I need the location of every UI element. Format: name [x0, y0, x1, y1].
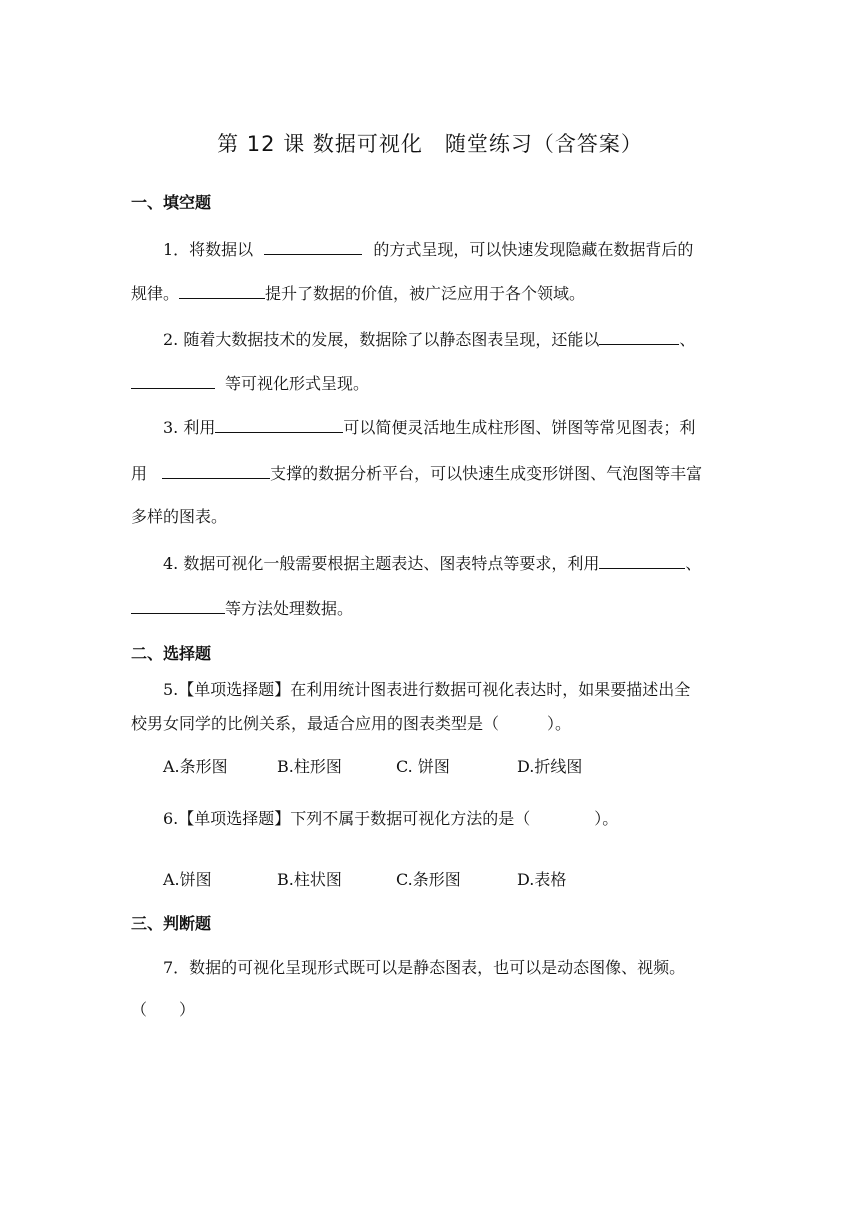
q6-option-d: D.表格	[517, 870, 567, 889]
q2-text-c: 等可视化形式呈现。	[225, 374, 370, 393]
q1-text-c: 规律。	[131, 284, 180, 303]
q3-line1	[163, 416, 695, 438]
q4-blank-1	[599, 552, 685, 569]
q1-text-a: 1．将数据以	[163, 240, 254, 259]
q2-text-b: 、	[679, 330, 696, 349]
q4-text-a: 4. 数据可视化一般需要根据主题表达、图表特点等要求，利用	[163, 554, 600, 573]
q4-blank-2	[131, 597, 225, 614]
page-title: 第 12 课 数据可视化 随堂练习（含答案）	[217, 132, 643, 156]
q4-text-b: 、	[685, 554, 702, 573]
q3-text-c: 用	[131, 464, 148, 483]
q3-blank-2	[162, 462, 270, 479]
q2-text-a: 2. 随着大数据技术的发展，数据除了以静态图表呈现，还能以	[163, 330, 600, 349]
q5-option-d: D.折线图	[517, 757, 583, 776]
section-heading-judge: 三、判断题	[131, 914, 212, 933]
q3-line3: 多样的图表。	[131, 507, 228, 526]
q5-option-b: B.柱形图	[277, 757, 342, 776]
q7-answer-bracket: （ ）	[131, 1000, 196, 1019]
q1-line1	[163, 238, 693, 260]
q2-line1	[163, 328, 695, 350]
q3-text-d: 支撑的数据分析平台，可以快速生成变形饼图、气泡图等丰富	[270, 464, 703, 483]
q5-option-c: C. 饼图	[396, 757, 450, 776]
q2-line2	[131, 372, 369, 394]
q3-line2	[131, 462, 702, 484]
q1-line2	[131, 282, 585, 304]
q4-line1	[163, 552, 701, 574]
q2-blank-1	[599, 328, 679, 345]
q6-option-b: B.柱状图	[277, 870, 342, 889]
q5-option-a: A.条形图	[163, 757, 228, 776]
q5-line2: 校男女同学的比例关系，最适合应用的图表类型是（ ）。	[131, 714, 572, 733]
section-heading-choice: 二、选择题	[131, 644, 212, 663]
q3-text-a: 3. 利用	[163, 418, 216, 437]
q1-text-b: 的方式呈现，可以快速发现隐藏在数据背后的	[373, 240, 694, 259]
q1-blank-2	[179, 282, 265, 299]
q6-option-c: C.条形图	[396, 870, 461, 889]
q3-text-b: 可以简便灵活地生成柱形图、饼图等常见图表；利	[343, 418, 696, 437]
q1-blank-1	[264, 238, 362, 255]
q3-blank-1	[215, 416, 343, 433]
q4-line2	[131, 597, 353, 619]
q7-line1: 7．数据的可视化呈现形式既可以是静态图表，也可以是动态图像、视频。	[163, 958, 686, 977]
q6-option-a: A.饼图	[163, 870, 212, 889]
section-heading-fill: 一、填空题	[131, 193, 212, 212]
q1-text-d: 提升了数据的价值，被广泛应用于各个领域。	[265, 284, 586, 303]
q4-text-c: 等方法处理数据。	[225, 599, 354, 618]
q6-line1: 6.【单项选择题】下列不属于数据可视化方法的是（ ）。	[163, 809, 619, 828]
q2-blank-2	[131, 372, 215, 389]
q5-line1: 5.【单项选择题】在利用统计图表进行数据可视化表达时，如果要描述出全	[163, 680, 691, 699]
